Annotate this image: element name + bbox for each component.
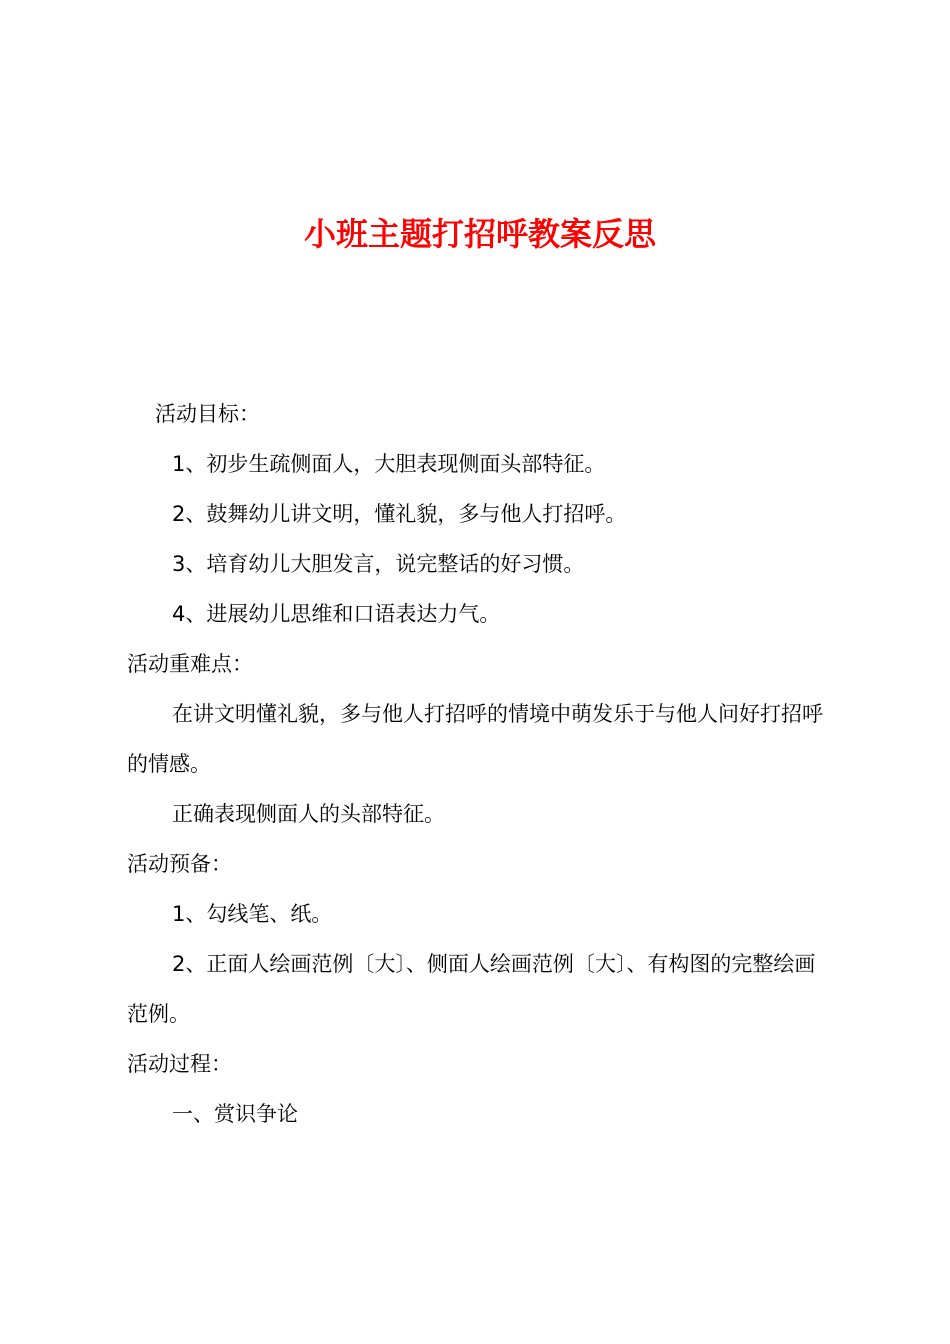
prep-item: 1、勾线笔、纸。 [172,902,333,926]
goal-item: 2、鼓舞幼儿讲文明，懂礼貌，多与他人打招呼。 [172,502,627,526]
document-body [127,389,833,1139]
goal-item: 4、进展幼儿思维和口语表达力气。 [172,602,501,626]
goal-item: 3、培育幼儿大胆发言，说完整话的好习惯。 [172,552,585,576]
process-heading: 活动过程： [127,1052,232,1076]
prep-item: 2、正面人绘画范例〔大〕、侧面人绘画范例〔大〕、有构图的完整绘画范例。 [127,952,816,1026]
key-point-item: 正确表现侧面人的头部特征。 [172,802,445,826]
goals-heading: 活动目标： [155,402,260,426]
key-points-heading: 活动重难点： [127,652,253,676]
prep-heading: 活动预备： [127,852,232,876]
key-point-item: 在讲文明懂礼貌，多与他人打招呼的情境中萌发乐于与他人问好打招呼的情感。 [127,702,823,776]
process-item: 一、赏识争论 [172,1102,298,1126]
document-title: 小班主题打招呼教案反思 [303,215,656,253]
goal-item: 1、初步生疏侧面人，大胆表现侧面头部特征。 [172,452,606,476]
